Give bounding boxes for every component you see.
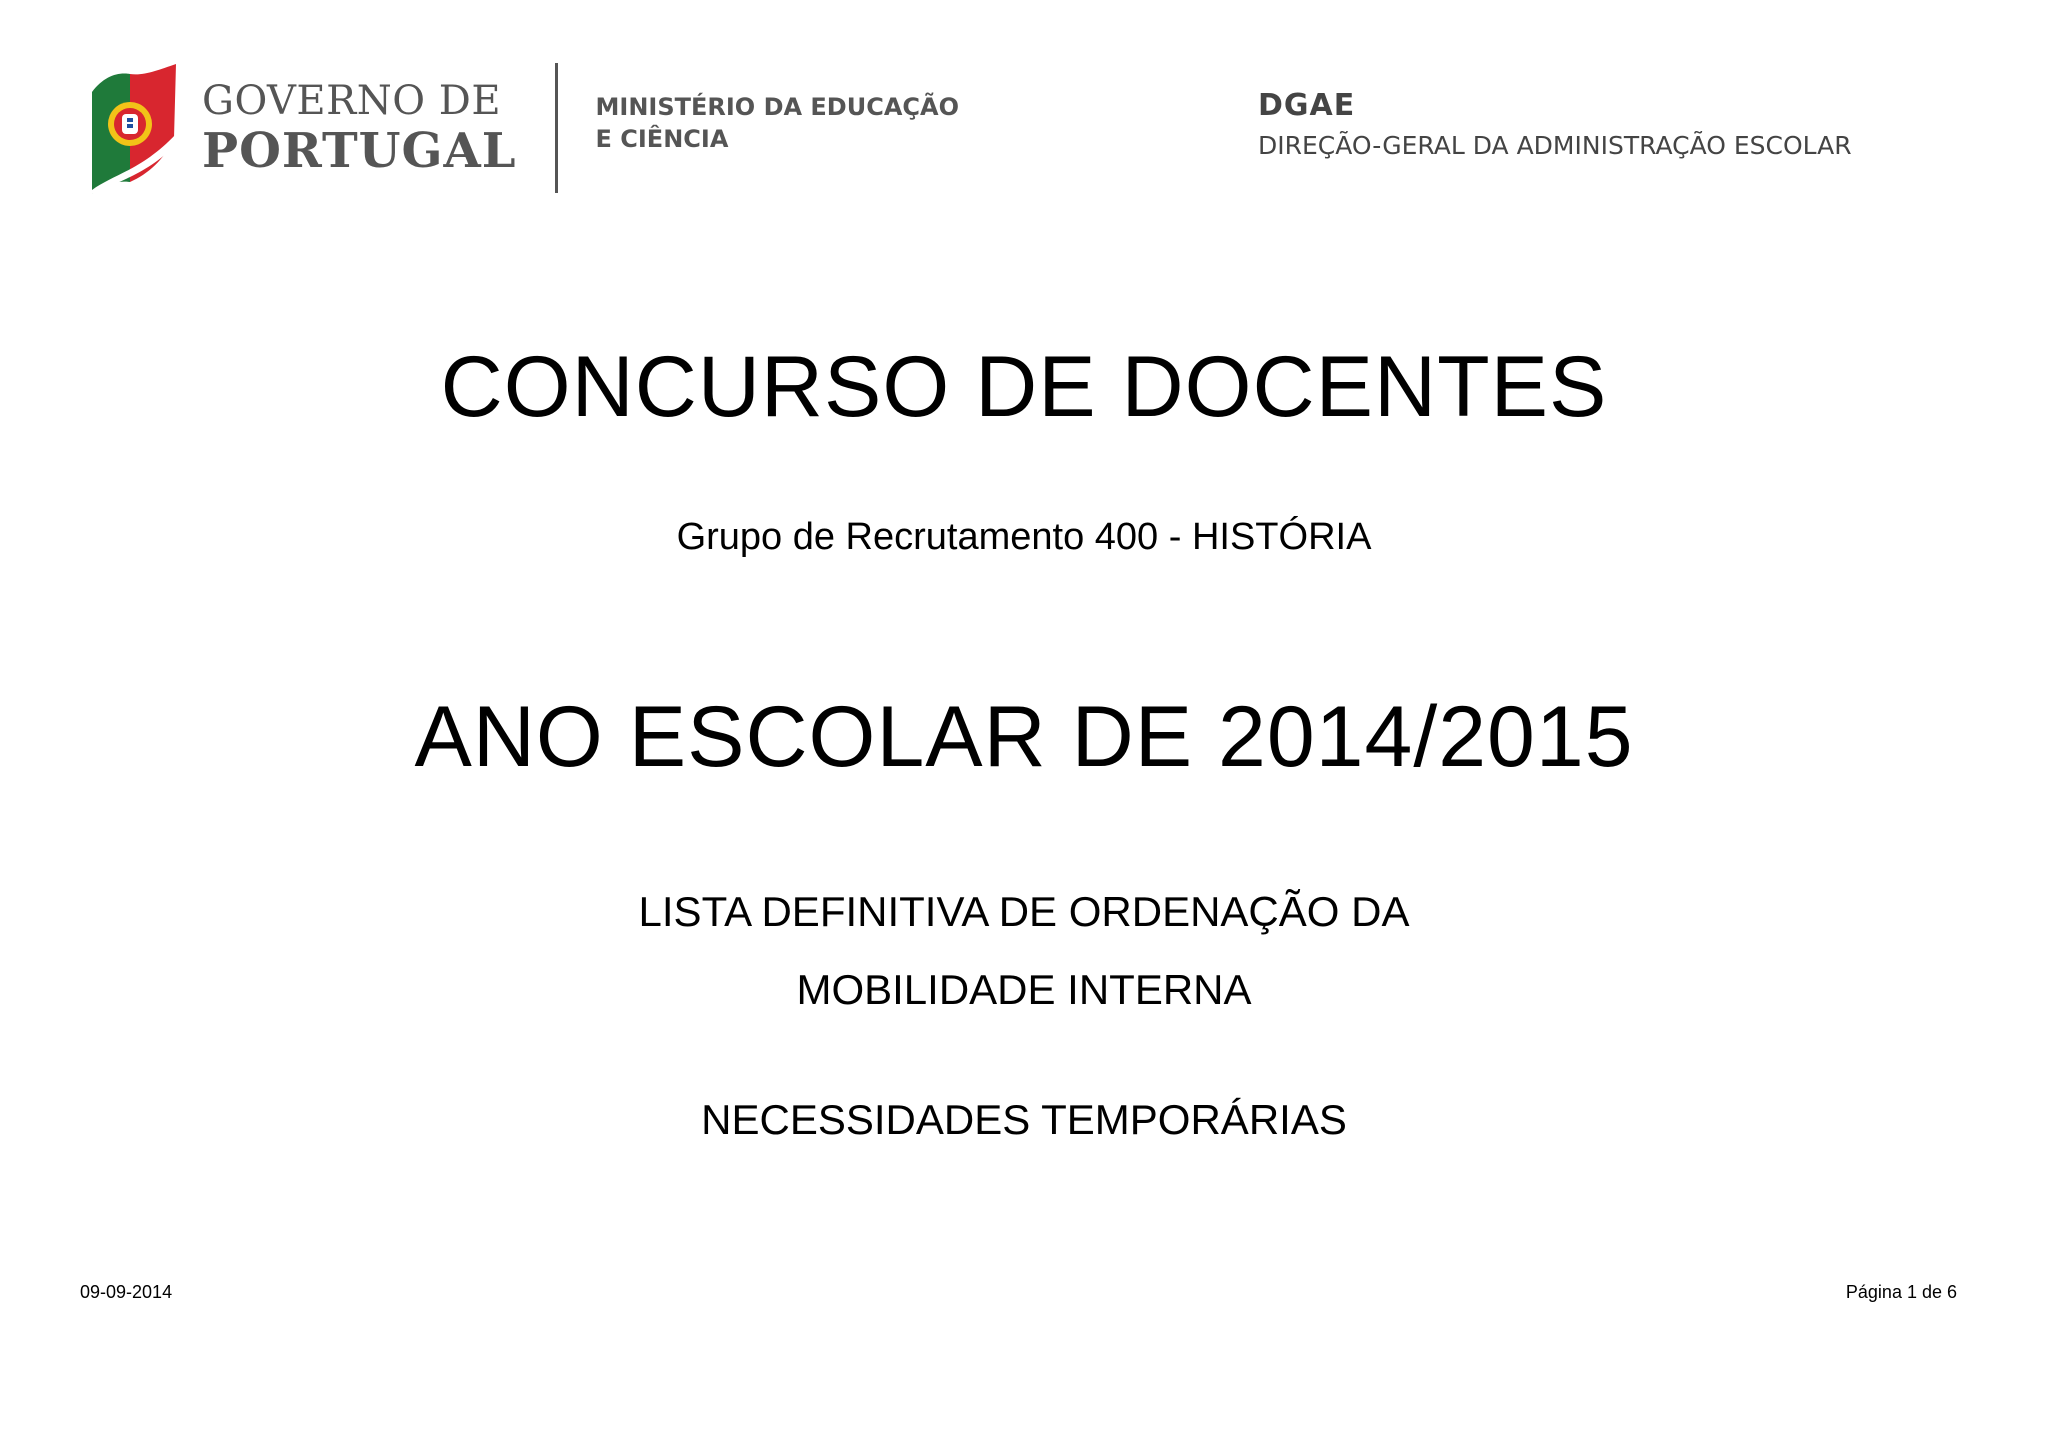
footer-page-number: Página 1 de 6 — [1845, 1282, 1957, 1302]
agency-abbreviation: DGAE — [1258, 88, 1356, 123]
government-name — [202, 77, 517, 179]
list-title-line1: LISTA DEFINITIVA DE ORDENAÇÃO DA — [638, 888, 1410, 935]
list-title-line2: MOBILIDADE INTERNA — [796, 966, 1252, 1013]
recruitment-group: Grupo de Recrutamento 400 - HISTÓRIA — [676, 516, 1372, 558]
ministry-name-line2: E CIÊNCIA — [595, 124, 729, 153]
header-divider — [555, 63, 558, 193]
footer-date: 09-09-2014 — [80, 1282, 173, 1302]
document-title: CONCURSO DE DOCENTES — [440, 339, 1608, 435]
government-logo-block — [86, 60, 959, 195]
government-name-line2: PORTUGAL — [202, 122, 517, 179]
portugal-coat-of-arms-icon — [86, 62, 178, 194]
ministry-name-line1: MINISTÉRIO DA EDUCAÇÃO — [595, 92, 959, 121]
school-year-title: ANO ESCOLAR DE 2014/2015 — [414, 689, 1634, 785]
government-name-line1: GOVERNO DE — [202, 77, 502, 124]
ministry-name — [596, 91, 959, 155]
agency-full-name: DIREÇÃO-GERAL DA ADMINISTRAÇÃO ESCOLAR — [1258, 131, 1852, 160]
temporary-needs-title: NECESSIDADES TEMPORÁRIAS — [701, 1096, 1347, 1143]
agency-block — [1258, 88, 1852, 160]
